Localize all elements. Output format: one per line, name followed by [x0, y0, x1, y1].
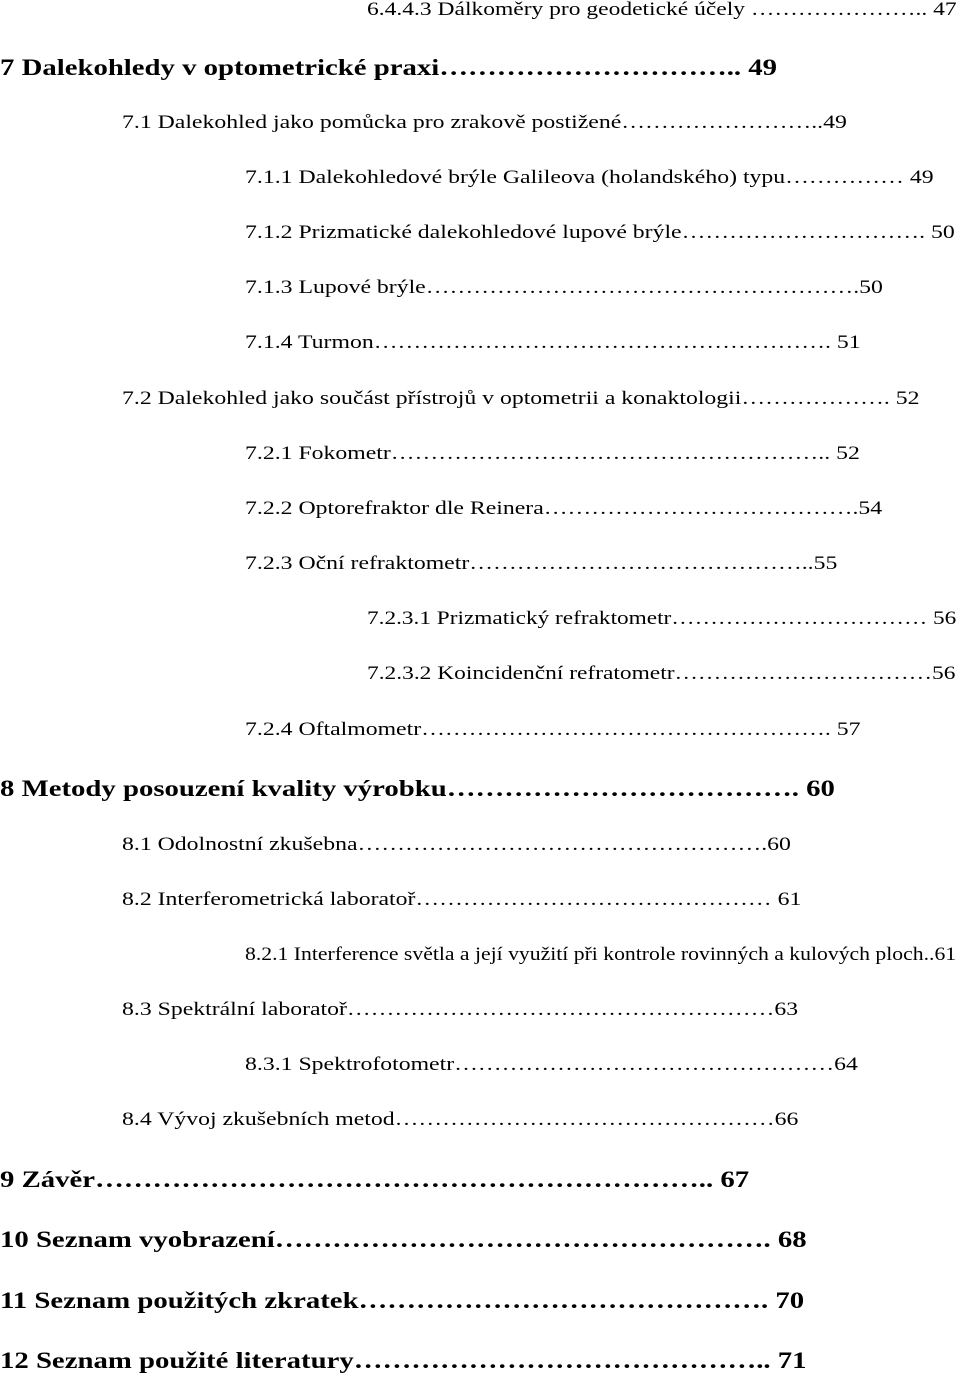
- toc-entry-7-1-3: 7.1.3 Lupové brýle……………………………………………….50: [245, 277, 883, 298]
- toc-entry-8-1: 8.1 Odolnostní zkušebna…………………………………………….60: [122, 834, 791, 855]
- toc-entry-chapter-10: 10 Seznam vyobrazení……………………………………………. 68: [0, 1227, 807, 1252]
- toc-entry-7-2-1: 7.2.1 Fokometr……………………………………………….. 52: [245, 443, 860, 464]
- toc-entry-7-2: 7.2 Dalekohled jako součást přístrojů v optometrii a konaktologii………………. 52: [122, 388, 920, 409]
- toc-entry-8-4: 8.4 Vývoj zkušebních metod…………………………………………66: [122, 1109, 799, 1130]
- toc-entry-7-2-3: 7.2.3 Oční refraktometr……………………………………..55: [245, 553, 838, 574]
- toc-entry-7-2-3-1: 7.2.3.1 Prizmatický refraktometr…………………………… 56: [367, 608, 957, 629]
- toc-entry-chapter-9: 9 Závěr……………………………………………………….. 67: [0, 1167, 750, 1192]
- toc-entry-7-2-2: 7.2.2 Optorefraktor dle Reinera………………………………….54: [245, 498, 883, 519]
- toc-entry-8-2: 8.2 Interferometrická laboratoř……………………………………… 61: [122, 889, 802, 910]
- toc-entry-chapter-7: 7 Dalekohledy v optometrické praxi………………………….. 49: [0, 55, 778, 80]
- toc-entry-7-1-4: 7.1.4 Turmon…………………………………………………. 51: [245, 332, 861, 353]
- toc-entry-6-4-4-3: 6.4.4.3 Dálkoměry pro geodetické účely ………………….. 47: [367, 0, 957, 20]
- toc-entry-7-2-4: 7.2.4 Oftalmometr……………………………………………. 57: [245, 719, 861, 740]
- toc-entry-8-3-1: 8.3.1 Spektrofotometr…………………………………………64: [245, 1054, 858, 1075]
- toc-entry-7-1-2: 7.1.2 Prizmatické dalekohledové lupové brýle…………………………. 50: [245, 222, 955, 243]
- toc-entry-8-2-1: 8.2.1 Interference světla a její využití při kontrole rovinných a kulových ploch..61: [245, 944, 957, 965]
- toc-entry-7-1: 7.1 Dalekohled jako pomůcka pro zrakově postižené……………………..49: [122, 112, 847, 133]
- toc-entry-chapter-12: 12 Seznam použité literatury…………………………………….. 71: [0, 1348, 807, 1373]
- toc-entry-8-3: 8.3 Spektrální laboratoř………………………………………………63: [122, 999, 799, 1020]
- toc-entry-chapter-11: 11 Seznam použitých zkratek……………………………………. 70: [0, 1288, 805, 1313]
- toc-entry-chapter-8: 8 Metody posouzení kvality výrobku………………………………. 60: [0, 776, 835, 801]
- toc-entry-7-2-3-2: 7.2.3.2 Koincidenční refratometr……………………………56: [367, 663, 956, 684]
- toc-entry-7-1-1: 7.1.1 Dalekohledové brýle Galileova (holandského) typu…………… 49: [245, 167, 934, 188]
